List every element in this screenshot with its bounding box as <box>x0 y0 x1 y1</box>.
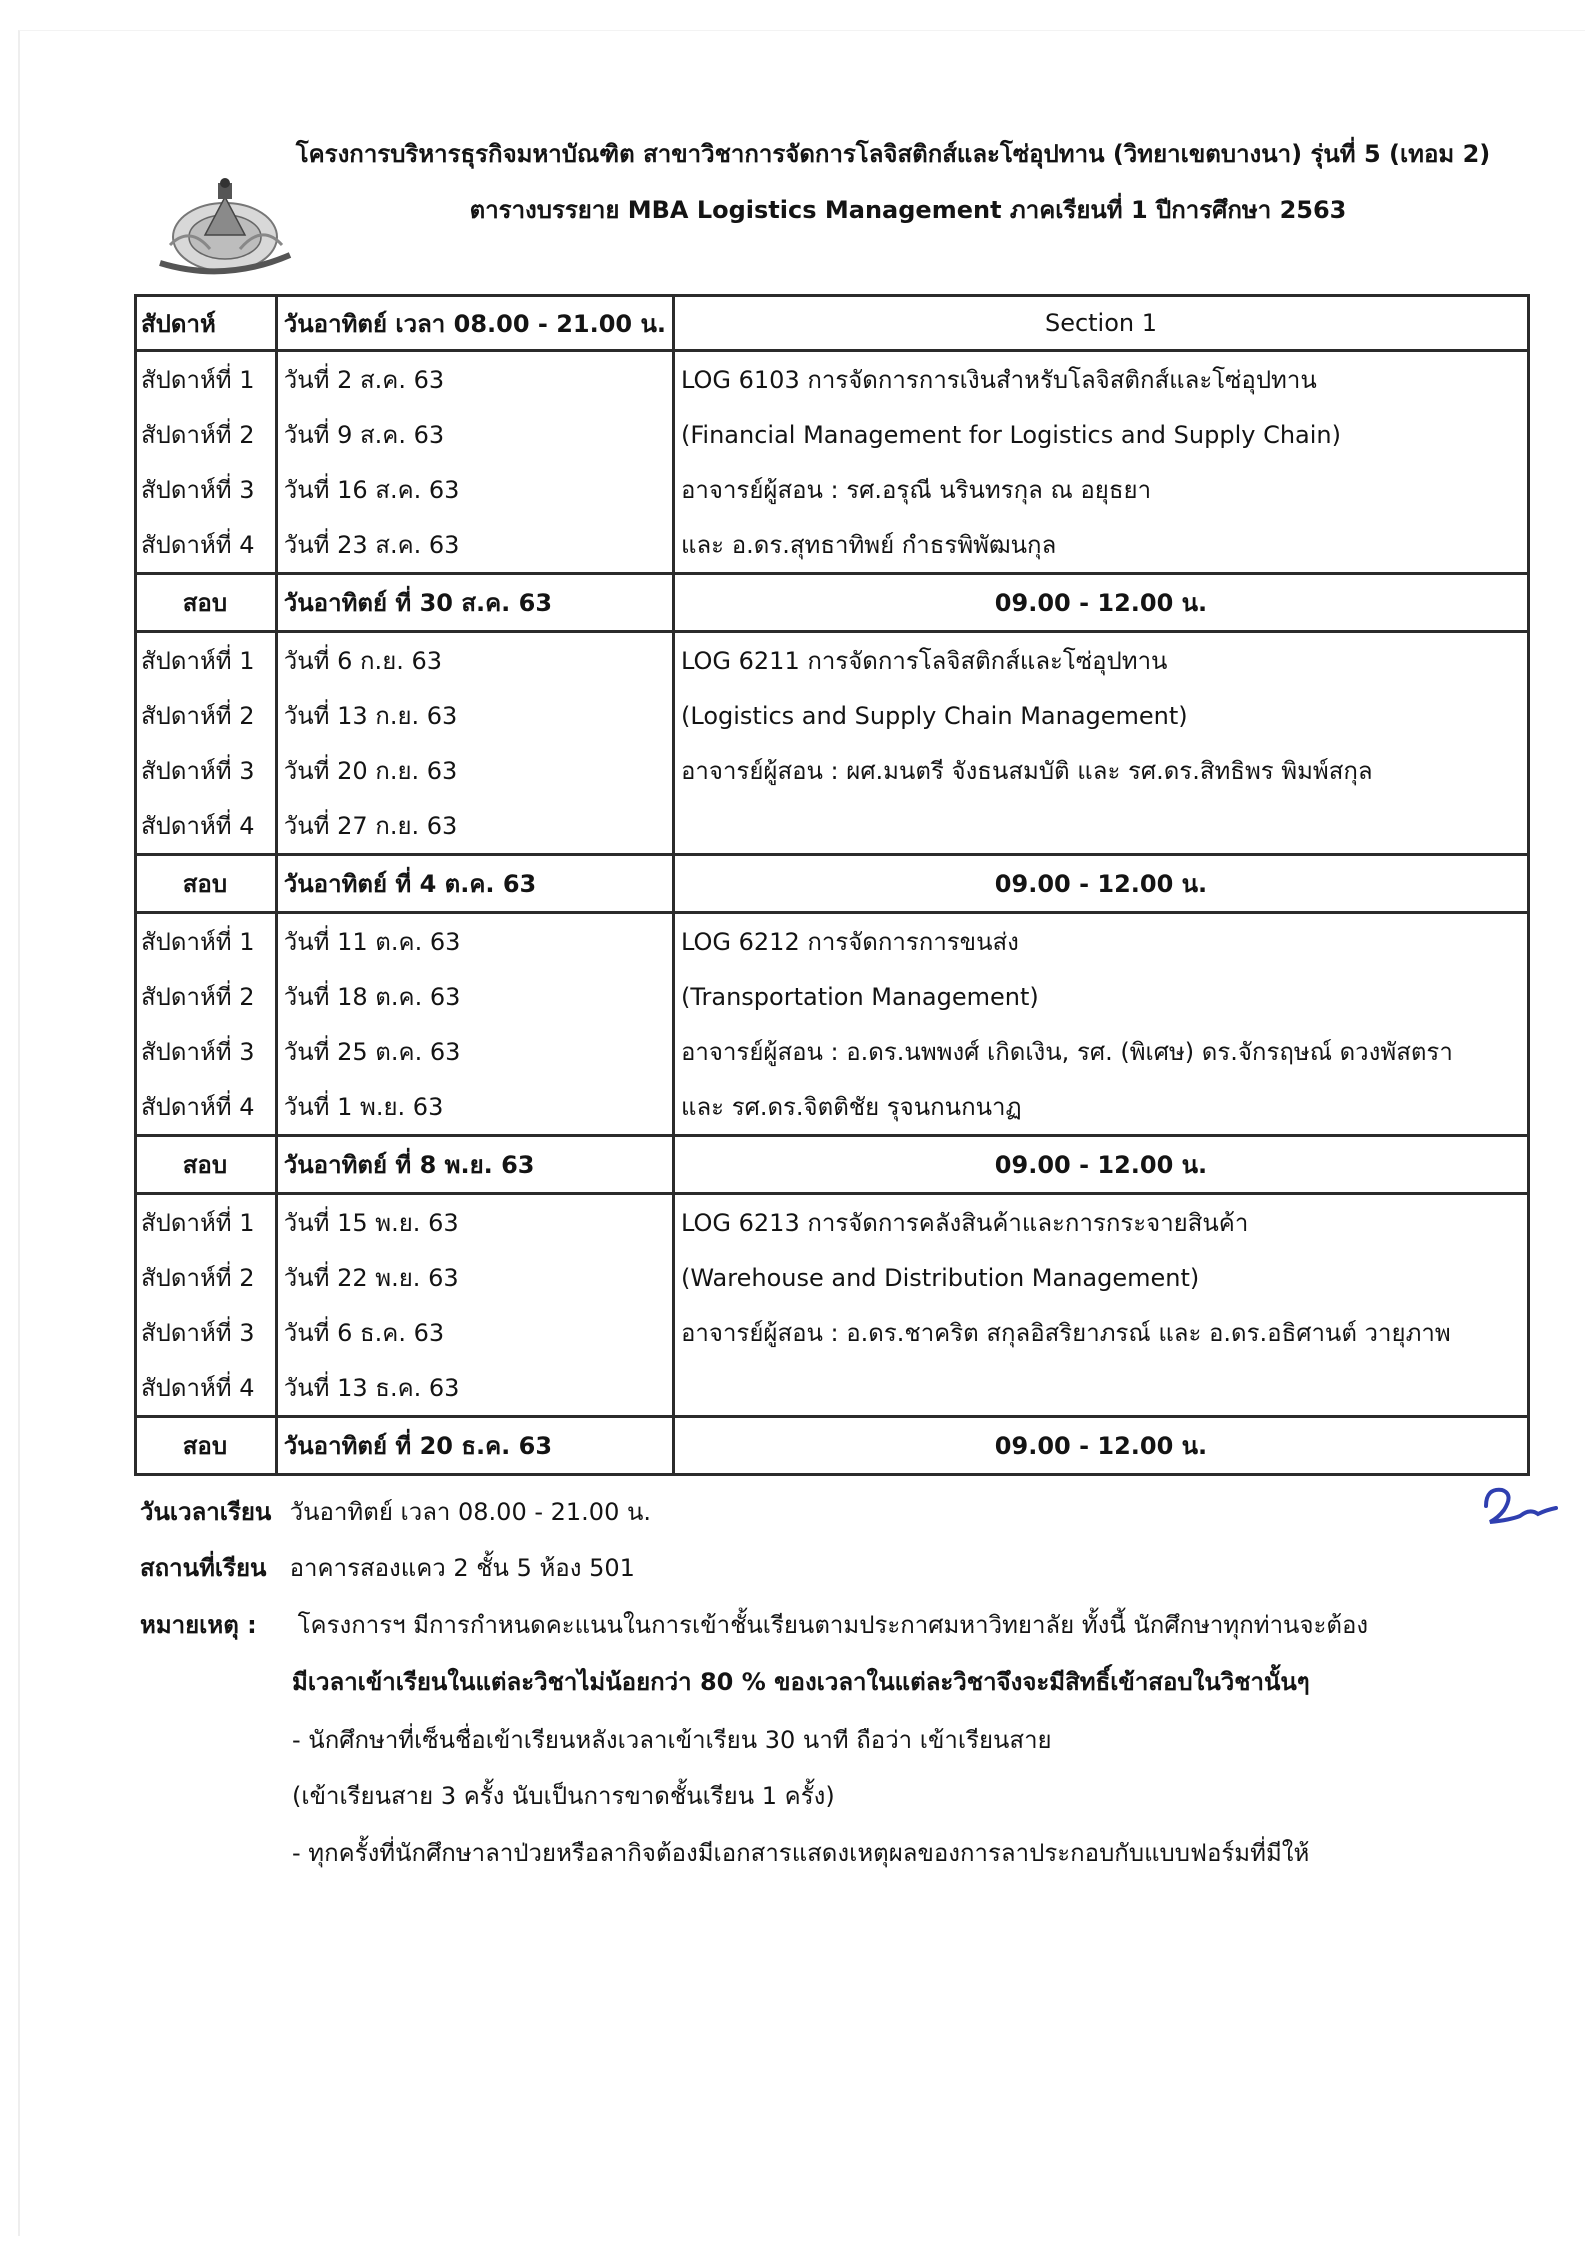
exam-row <box>136 855 1529 913</box>
week-cell: สัปดาห์ที่ 2 <box>136 407 277 462</box>
column-header: สัปดาห์ <box>136 296 277 351</box>
week-cell: สัปดาห์ที่ 2 <box>136 688 277 743</box>
exam-label-cell: สอบ <box>136 574 277 632</box>
document-subtitle: ตารางบรรยาย MBA Logistics Management ภาคเรียนที่ 1 ปีการศึกษา 2563 <box>469 196 1347 224</box>
table-row <box>136 969 1529 1024</box>
date-cell: วันที่ 11 ต.ค. 63 <box>276 913 673 970</box>
date-cell: วันที่ 9 ส.ค. 63 <box>276 407 673 462</box>
exam-label-cell: สอบ <box>136 1136 277 1194</box>
exam-time-cell: 09.00 - 12.00 น. <box>674 574 1529 632</box>
table-row <box>136 743 1529 798</box>
exam-date-cell: วันอาทิตย์ ที่ 20 ธ.ค. 63 <box>276 1417 673 1475</box>
week-cell: สัปดาห์ที่ 2 <box>136 1250 277 1305</box>
note-text-3: - นักศึกษาที่เซ็นชื่อเข้าเรียนหลังเวลาเข้าเรียน 30 นาที ถือว่า เข้าเรียนสาย <box>292 1726 1052 1754</box>
exam-time-cell: 09.00 - 12.00 น. <box>674 855 1529 913</box>
note-text-4: (เข้าเรียนสาย 3 ครั้ง นับเป็นการขาดชั้นเรียน 1 ครั้ง) <box>292 1782 835 1810</box>
week-cell: สัปดาห์ที่ 2 <box>136 969 277 1024</box>
table-row <box>136 688 1529 743</box>
exam-row <box>136 1417 1529 1475</box>
date-cell: วันที่ 16 ส.ค. 63 <box>276 462 673 517</box>
date-cell: วันที่ 6 ก.ย. 63 <box>276 632 673 689</box>
course-cell: (Logistics and Supply Chain Management) <box>674 688 1529 743</box>
note-label: หมายเหตุ : <box>140 1611 257 1639</box>
course-cell: อาจารย์ผู้สอน : อ.ดร.ชาคริต สกุลอิสริยาภรณ์ และ อ.ดร.อธิศานต์ วายุภาพ <box>674 1305 1529 1360</box>
course-cell: LOG 6103 การจัดการการเงินสำหรับโลจิสติกส์และโซ่อุปทาน <box>674 351 1529 408</box>
table-row <box>136 632 1529 689</box>
table-row <box>136 462 1529 517</box>
date-cell: วันที่ 18 ต.ค. 63 <box>276 969 673 1024</box>
class-place-label: สถานที่เรียน <box>140 1554 267 1582</box>
course-cell: และ อ.ดร.สุทธาทิพย์ กำธรพิพัฒนกุล <box>674 517 1529 574</box>
table-row <box>136 517 1529 574</box>
note-text-1: โครงการฯ มีการกำหนดคะแนนในการเข้าชั้นเรียนตามประกาศมหาวิทยาลัย ทั้งนี้ นักศึกษาทุกท่านจะต้อง <box>297 1611 1369 1639</box>
date-cell: วันที่ 25 ต.ค. 63 <box>276 1024 673 1079</box>
table-header-row <box>136 296 1529 351</box>
date-cell: วันที่ 13 ก.ย. 63 <box>276 688 673 743</box>
table-row <box>136 1305 1529 1360</box>
exam-date-cell: วันอาทิตย์ ที่ 30 ส.ค. 63 <box>276 574 673 632</box>
class-time-line <box>140 1492 651 1531</box>
course-cell: LOG 6212 การจัดการการขนส่ง <box>674 913 1529 970</box>
table-row <box>136 913 1529 970</box>
exam-date-cell: วันอาทิตย์ ที่ 8 พ.ย. 63 <box>276 1136 673 1194</box>
exam-date-cell: วันอาทิตย์ ที่ 4 ต.ค. 63 <box>276 855 673 913</box>
class-place-line <box>140 1548 635 1587</box>
exam-label-cell: สอบ <box>136 855 277 913</box>
course-cell: อาจารย์ผู้สอน : อ.ดร.นพพงศ์ เกิดเงิน, รศ. (พิเศษ) ดร.จักรฤษณ์ ดวงพัสตรา <box>674 1024 1529 1079</box>
course-cell: (Warehouse and Distribution Management) <box>674 1250 1529 1305</box>
course-cell: และ รศ.ดร.จิตติชัย รุจนกนกนาฏ <box>674 1079 1529 1136</box>
exam-row <box>136 1136 1529 1194</box>
table-row <box>136 1250 1529 1305</box>
class-time-label: วันเวลาเรียน <box>140 1498 272 1526</box>
table-row <box>136 351 1529 408</box>
table-row <box>136 1079 1529 1136</box>
exam-row <box>136 574 1529 632</box>
week-cell: สัปดาห์ที่ 3 <box>136 1024 277 1079</box>
date-cell: วันที่ 23 ส.ค. 63 <box>276 517 673 574</box>
week-cell: สัปดาห์ที่ 1 <box>136 351 277 408</box>
table-row <box>136 1360 1529 1417</box>
date-cell: วันที่ 22 พ.ย. 63 <box>276 1250 673 1305</box>
week-cell: สัปดาห์ที่ 4 <box>136 1079 277 1136</box>
schedule-table <box>134 294 1530 1476</box>
week-cell: สัปดาห์ที่ 4 <box>136 798 277 855</box>
date-cell: วันที่ 2 ส.ค. 63 <box>276 351 673 408</box>
class-place-value: อาคารสองแคว 2 ชั้น 5 ห้อง 501 <box>289 1554 635 1582</box>
column-header: Section 1 <box>674 296 1529 351</box>
exam-time-cell: 09.00 - 12.00 น. <box>674 1417 1529 1475</box>
week-cell: สัปดาห์ที่ 4 <box>136 1360 277 1417</box>
note-text-5: - ทุกครั้งที่นักศึกษาลาป่วยหรือลากิจต้องมีเอกสารแสดงเหตุผลของการลาประกอบกับแบบฟอร์มที่มีให้ <box>292 1839 1310 1867</box>
class-time-value: วันอาทิตย์ เวลา 08.00 - 21.00 น. <box>289 1498 651 1526</box>
table-row <box>136 407 1529 462</box>
course-cell <box>674 798 1529 855</box>
note-line <box>140 1605 1368 1644</box>
week-cell: สัปดาห์ที่ 1 <box>136 1194 277 1251</box>
course-cell: LOG 6213 การจัดการคลังสินค้าและการกระจายสินค้า <box>674 1194 1529 1251</box>
date-cell: วันที่ 20 ก.ย. 63 <box>276 743 673 798</box>
week-cell: สัปดาห์ที่ 3 <box>136 743 277 798</box>
course-cell: (Transportation Management) <box>674 969 1529 1024</box>
course-cell <box>674 1360 1529 1417</box>
table-row <box>136 1024 1529 1079</box>
date-cell: วันที่ 27 ก.ย. 63 <box>276 798 673 855</box>
course-cell: อาจารย์ผู้สอน : ผศ.มนตรี จังธนสมบัติ และ รศ.ดร.สิทธิพร พิมพ์สกุล <box>674 743 1529 798</box>
week-cell: สัปดาห์ที่ 4 <box>136 517 277 574</box>
date-cell: วันที่ 15 พ.ย. 63 <box>276 1194 673 1251</box>
week-cell: สัปดาห์ที่ 3 <box>136 1305 277 1360</box>
exam-time-cell: 09.00 - 12.00 น. <box>674 1136 1529 1194</box>
date-cell: วันที่ 13 ธ.ค. 63 <box>276 1360 673 1417</box>
course-cell: LOG 6211 การจัดการโลจิสติกส์และโซ่อุปทาน <box>674 632 1529 689</box>
column-header: วันอาทิตย์ เวลา 08.00 - 21.00 น. <box>276 296 673 351</box>
week-cell: สัปดาห์ที่ 1 <box>136 913 277 970</box>
week-cell: สัปดาห์ที่ 3 <box>136 462 277 517</box>
date-cell: วันที่ 1 พ.ย. 63 <box>276 1079 673 1136</box>
week-cell: สัปดาห์ที่ 1 <box>136 632 277 689</box>
table-row <box>136 1194 1529 1251</box>
note-text-2: มีเวลาเข้าเรียนในแต่ละวิชาไม่น้อยกว่า 80 % ของเวลาในแต่ละวิชาจึงจะมีสิทธิ์เข้าสอบในวิชานั้นๆ <box>292 1668 1310 1696</box>
handwritten-signature-icon <box>1480 1480 1560 1530</box>
exam-label-cell: สอบ <box>136 1417 277 1475</box>
table-row <box>136 798 1529 855</box>
document-title: โครงการบริหารธุรกิจมหาบัณฑิต สาขาวิชาการจัดการโลจิสติกส์และโซ่อุปทาน (วิทยาเขตบางนา) รุ่นที่ 5 (เทอม 2) <box>295 140 1491 168</box>
course-cell: อาจารย์ผู้สอน : รศ.อรุณี นรินทรกุล ณ อยุธยา <box>674 462 1529 517</box>
date-cell: วันที่ 6 ธ.ค. 63 <box>276 1305 673 1360</box>
course-cell: (Financial Management for Logistics and Supply Chain) <box>674 407 1529 462</box>
